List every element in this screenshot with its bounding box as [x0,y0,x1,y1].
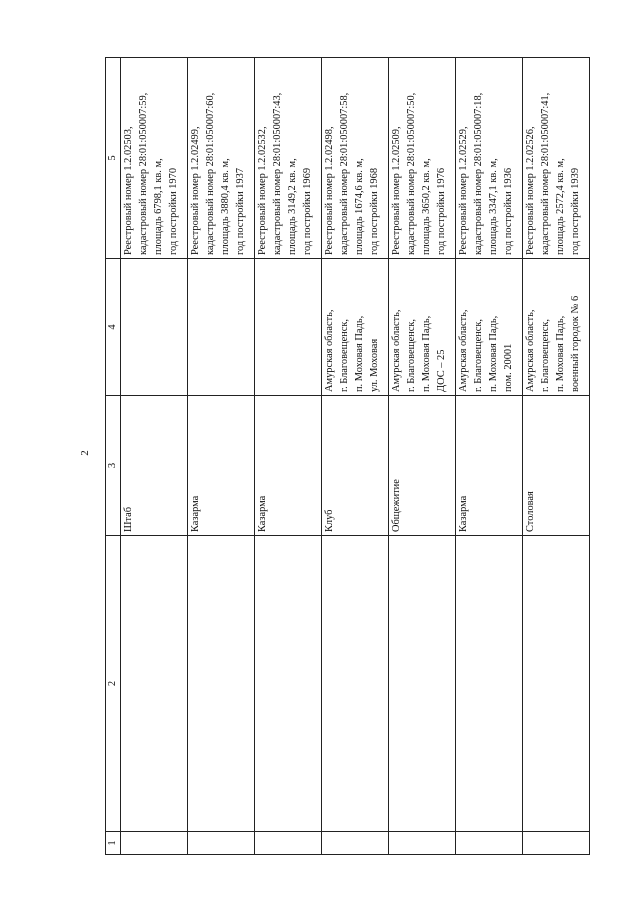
object-name: Клуб [324,509,335,532]
details-line: год постройки 1976 [435,167,447,255]
table-row [389,58,456,855]
details-line: год постройки 1968 [368,167,380,255]
address-cell [322,259,389,396]
table-row [121,58,188,855]
cell-col-1 [523,832,590,855]
object-name: Штаб [123,506,134,532]
column-number-3: 3 [106,396,121,536]
table-row [255,58,322,855]
cell-col-2 [523,536,590,832]
details-cell [523,58,590,259]
column-number-4: 4 [106,259,121,396]
page-number: 2 [78,450,91,456]
object-name: Казарма [458,495,469,532]
details-line: площадь 3650,2 кв. м, [420,158,432,255]
details-line: Реестровый номер 1.2.02503, [123,126,134,255]
table-row [456,58,523,855]
address-line: Амурская область, [525,309,536,392]
object-name-cell [389,396,456,536]
address-line: г. Благовещенск, [539,319,551,392]
cell-col-2 [389,536,456,832]
object-name: Столовая [525,491,536,532]
address-line: Амурская область, [458,309,469,392]
details-line: площадь 3880,4 кв. м, [219,158,231,255]
address-cell [121,259,188,396]
object-name-cell [322,396,389,536]
object-name: Общежитие [391,479,402,532]
address-cell [255,259,322,396]
details-line: Реестровый номер 1.2.02526, [525,126,536,255]
details-line: Реестровый номер 1.2.02499, [190,126,201,255]
address-cell [188,259,255,396]
details-cell [389,58,456,259]
object-name-cell [188,396,255,536]
object-name-cell [456,396,523,536]
address-cell [389,259,456,396]
property-register-table [105,57,590,855]
details-line: Реестровый номер 1.2.02529, [458,126,469,255]
details-line: кадастровый номер 28:01:050007:18, [472,92,484,255]
details-cell [121,58,188,259]
cell-col-1 [255,832,322,855]
column-number-2: 2 [106,536,121,832]
address-line: п. Моховая Падь, [554,315,566,392]
details-cell [188,58,255,259]
details-line: площадь 2572,4 кв. м, [554,158,566,255]
details-line: кадастровый номер 28:01:050007:41, [539,92,551,255]
address-line: Амурская область, [324,309,335,392]
address-line: г. Благовещенск, [338,319,350,392]
details-line: кадастровый номер 28:01:050007:59, [137,92,149,255]
details-line: кадастровый номер 28:01:050007:50, [405,92,417,255]
cell-col-1 [389,832,456,855]
table-row [322,58,389,855]
details-line: площадь 3347,1 кв. м, [487,158,499,255]
details-line: год постройки 1937 [234,167,246,255]
object-name-cell [255,396,322,536]
details-line: Реестровый номер 1.2.02509, [391,126,402,255]
address-line: г. Благовещенск, [472,319,484,392]
details-cell [456,58,523,259]
table-row [188,58,255,855]
address-line: ул. Моховая [368,338,380,392]
cell-col-1 [456,832,523,855]
register-table-rotated [105,58,590,855]
object-name-cell [523,396,590,536]
details-cell [322,58,389,259]
cell-col-2 [456,536,523,832]
details-line: год постройки 1939 [569,167,581,255]
details-line: год постройки 1970 [167,167,179,255]
cell-col-1 [121,832,188,855]
object-name-cell [121,396,188,536]
address-line: Амурская область, [391,309,402,392]
details-line: площадь 6798,1 кв. м, [152,158,164,255]
address-line: п. Моховая Падь, [353,315,365,392]
details-line: год постройки 1936 [502,167,514,255]
details-line: кадастровый номер 28:01:050007:60, [204,92,216,255]
cell-col-2 [322,536,389,832]
cell-col-1 [322,832,389,855]
address-cell [523,259,590,396]
object-name: Казарма [257,495,268,532]
details-cell [255,58,322,259]
details-line: год постройки 1969 [301,167,313,255]
details-line: площадь 3149,2 кв. м, [286,158,298,255]
cell-col-2 [255,536,322,832]
cell-col-2 [121,536,188,832]
column-number-5: 5 [106,58,121,259]
details-line: кадастровый номер 28:01:050007:43, [271,92,283,255]
details-line: Реестровый номер 1.2.02532, [257,126,268,255]
object-name: Казарма [190,495,201,532]
column-number-1: 1 [106,832,121,855]
details-line: площадь 1674,6 кв. м, [353,158,365,255]
address-line: г. Благовещенск, [405,319,417,392]
address-line: военный городок № 6 [569,295,581,392]
details-line: кадастровый номер 28:01:050007:58, [338,92,350,255]
cell-col-2 [188,536,255,832]
address-line: пом. 20001 [502,343,514,392]
address-line: п. Моховая Падь, [420,315,432,392]
address-line: ДОС – 25 [435,349,447,392]
details-line: Реестровый номер 1.2.02498, [324,126,335,255]
cell-col-1 [188,832,255,855]
table-header-row [106,58,121,855]
address-line: п. Моховая Падь, [487,315,499,392]
table-row [523,58,590,855]
address-cell [456,259,523,396]
